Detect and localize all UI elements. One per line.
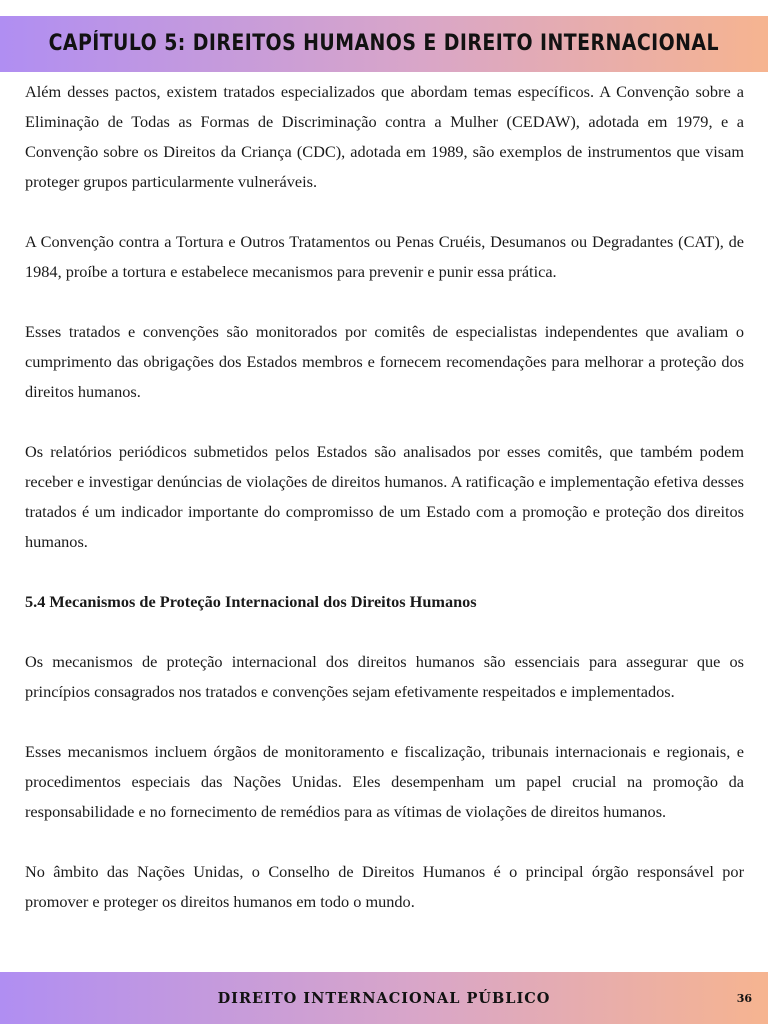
chapter-title: CAPÍTULO 5: DIREITOS HUMANOS E DIREITO INTERNACIONAL bbox=[48, 30, 720, 56]
page-content bbox=[25, 77, 744, 917]
paragraph: No âmbito das Nações Unidas, o Conselho de Direitos Humanos é o principal órgão responsável por promover e proteger os direitos humanos em todo o mundo. bbox=[25, 862, 744, 911]
paragraph: Esses mecanismos incluem órgãos de monitoramento e fiscalização, tribunais internacionais e regionais, e procedimentos especiais das Nações Unidas. Eles desempenham um papel crucial na promoção da responsabilidade e no fornecimento de remédios para as vítimas de violações de direitos humanos. bbox=[25, 742, 744, 821]
chapter-header bbox=[0, 16, 768, 72]
paragraph: Os mecanismos de proteção internacional dos direitos humanos são essenciais para assegurar que os princípios consagrados nos tratados e convenções sejam efetivamente respeitados e implementados. bbox=[25, 652, 744, 701]
page-number: 36 bbox=[736, 992, 752, 1005]
book-title: DIREITO INTERNACIONAL PÚBLICO bbox=[217, 990, 551, 1007]
section-heading: 5.4 Mecanismos de Proteção Internacional dos Direitos Humanos bbox=[25, 592, 477, 611]
paragraph: A Convenção contra a Tortura e Outros Tratamentos ou Penas Cruéis, Desumanos ou Degradantes (CAT), de 1984, proíbe a tortura e estabelece mecanismos para prevenir e punir essa prática. bbox=[25, 232, 744, 281]
page-footer bbox=[0, 972, 768, 1024]
paragraph: Além desses pactos, existem tratados especializados que abordam temas específicos. A Convenção sobre a Eliminação de Todas as Formas de Discriminação contra a Mulher (CEDAW), adotada em 1979, e a Convenção sobre os Direitos da Criança (CDC), adotada em 1989, são exemplos de instrumentos que visam proteger grupos particularmente vulneráveis. bbox=[25, 82, 744, 191]
paragraph: Os relatórios periódicos submetidos pelos Estados são analisados por esses comitês, que também podem receber e investigar denúncias de violações de direitos humanos. A ratificação e implementação efetiva desses tratados é um indicador importante do compromisso de um Estado com a promoção e proteção dos direitos humanos. bbox=[25, 442, 744, 551]
paragraph: Esses tratados e convenções são monitorados por comitês de especialistas independentes que avaliam o cumprimento das obrigações dos Estados membros e fornecem recomendações para melhorar a proteção dos direitos humanos. bbox=[25, 322, 744, 401]
